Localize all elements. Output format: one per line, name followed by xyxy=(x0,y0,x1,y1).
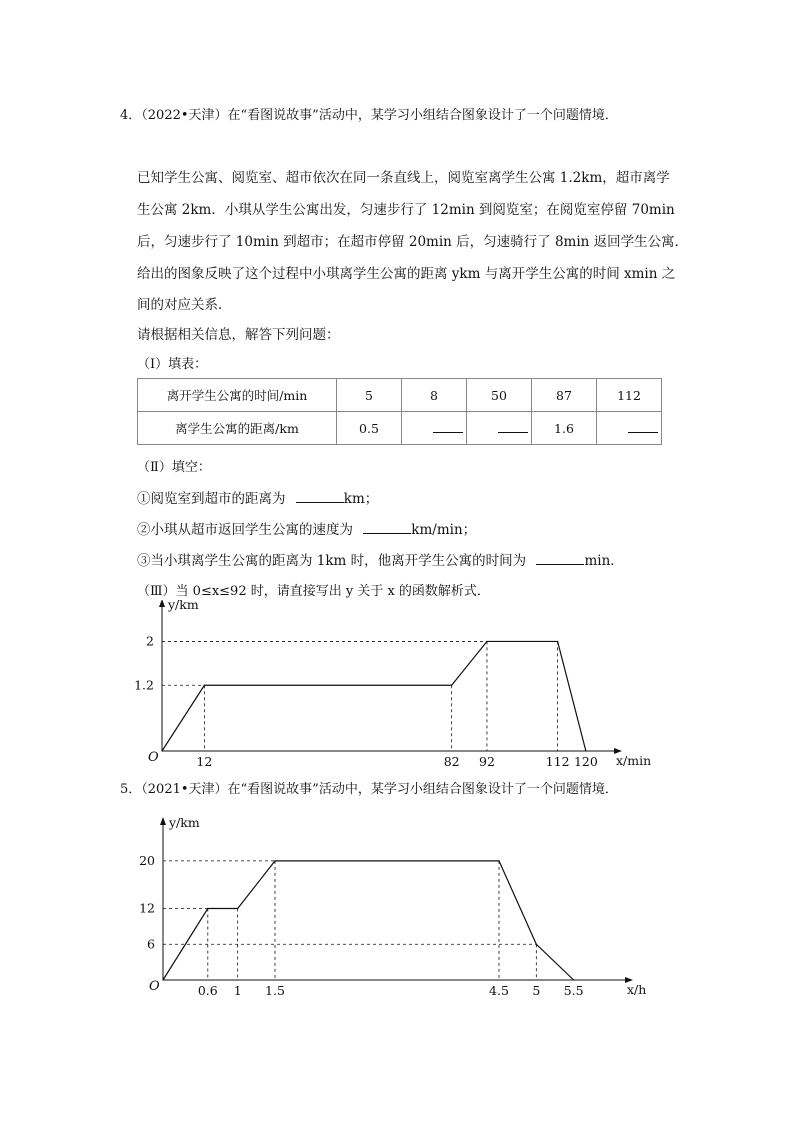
fill-1-unit: km； xyxy=(343,491,379,507)
data-point xyxy=(274,860,275,861)
q4-part2: （Ⅱ）填空： xyxy=(137,460,211,475)
q4-line-1: 已知学生公寓、阅览室、超市依次在同一条直线上，阅览室离学生公寓 1.2km，超市离学 xyxy=(137,170,670,186)
data-point xyxy=(207,908,208,909)
table-blank-cell[interactable] xyxy=(597,412,662,445)
q4-distance-time-graph xyxy=(0,600,700,772)
q4-line-6: 请根据相关信息，解答下列问题： xyxy=(137,327,340,343)
fill-2-unit: km/min； xyxy=(411,522,477,538)
data-point xyxy=(237,908,238,909)
y-axis-label: y/km xyxy=(168,600,199,612)
data-point xyxy=(573,979,574,980)
q4-line-2: 生公寓 2km．小琪从学生公寓出发，匀速步行了 12min 到阅览室；在阅览室停留 70min xyxy=(137,202,675,218)
x-tick-label: 92 xyxy=(479,754,495,769)
q4-fill-2 xyxy=(137,518,476,538)
x-tick-label: 5.5 xyxy=(563,983,584,998)
table-cell: 8 xyxy=(402,379,467,412)
q4-line-5: 间的对应关系． xyxy=(137,297,232,313)
data-point xyxy=(161,750,162,751)
q4-line-3: 后，匀速步行了 10min 到超市；在超市停留 20min 后，匀速骑行了 8min 返回学生公寓． xyxy=(137,234,689,250)
q5-distance-time-graph xyxy=(0,806,700,1006)
q4-line-4: 给出的图象反映了这个过程中小琪离学生公寓的距离 ykm 与离开学生公寓的时间 xmin 之 xyxy=(137,266,676,282)
data-point xyxy=(451,685,452,686)
table-cell: 0.5 xyxy=(337,412,402,445)
data-point xyxy=(557,641,558,642)
fill-1-blank[interactable] xyxy=(296,490,344,503)
q5-header: 5．（2021•天津）在“看图说故事”活动中，某学习小组结合图象设计了一个问题情境． xyxy=(120,782,618,797)
y-tick-label: 20 xyxy=(139,852,155,868)
x-axis-label: x/min xyxy=(616,753,652,768)
x-tick-label: 5 xyxy=(532,983,541,998)
x-tick-label: 0.6 xyxy=(197,983,218,998)
table-head-time: 离开学生公寓的时间/min xyxy=(138,379,337,412)
fill-1-text: ①阅览室到超市的距离为 xyxy=(137,491,286,507)
x-tick-label: 82 xyxy=(443,754,460,769)
fill-2-blank[interactable] xyxy=(363,521,411,534)
origin-label: O xyxy=(149,979,160,994)
q4-fill-1 xyxy=(137,487,378,507)
y-axis-arrow xyxy=(159,600,165,607)
data-point xyxy=(585,750,586,751)
x-tick-label: 12 xyxy=(196,754,213,769)
x-tick-label: 1 xyxy=(233,983,242,998)
q4-part3: （Ⅲ）当 0≤x≤92 时，请直接写出 y 关于 x 的函数解析式． xyxy=(137,584,490,599)
table-row xyxy=(138,412,662,445)
q4-fill-3 xyxy=(137,549,624,569)
y-axis-arrow xyxy=(160,817,166,825)
table-cell: 5 xyxy=(337,379,402,412)
origin-label: O xyxy=(148,750,159,765)
fill-3-text: ③当小琪离学生公寓的距离为 1km 时，他离开学生公寓的时间为 xyxy=(137,553,527,569)
q4-part1: （Ⅰ）填表： xyxy=(137,357,208,372)
fill-3-blank[interactable] xyxy=(536,552,584,565)
series-line xyxy=(162,641,586,751)
q4-table xyxy=(137,378,662,445)
fill-3-unit: min． xyxy=(584,553,624,569)
y-axis-label: y/km xyxy=(169,815,200,830)
data-point xyxy=(536,944,537,945)
x-tick-label: 120 xyxy=(573,754,598,769)
table-cell: 50 xyxy=(467,379,532,412)
table-blank-cell[interactable] xyxy=(467,412,532,445)
table-cell: 1.6 xyxy=(532,412,597,445)
series-line xyxy=(163,861,574,980)
x-tick-label: 1.5 xyxy=(265,983,285,998)
table-head-distance: 离学生公寓的距离/km xyxy=(138,412,337,445)
data-point xyxy=(162,979,163,980)
x-tick-label: 4.5 xyxy=(489,983,509,998)
table-cell: 87 xyxy=(532,379,597,412)
data-point xyxy=(204,685,205,686)
y-tick-label: 1.2 xyxy=(134,677,154,693)
x-tick-label: 112 xyxy=(545,754,570,769)
y-tick-label: 12 xyxy=(139,900,155,916)
x-axis-label: x/h xyxy=(627,982,647,997)
y-tick-label: 6 xyxy=(147,936,155,952)
table-cell: 112 xyxy=(597,379,662,412)
fill-2-text: ②小琪从超市返回学生公寓的速度为 xyxy=(137,522,353,538)
data-point xyxy=(498,860,499,861)
data-point xyxy=(486,641,487,642)
q4-header: 4．（2022•天津）在“看图说故事”活动中，某学习小组结合图象设计了一个问题情境． xyxy=(120,108,618,123)
table-row xyxy=(138,379,662,412)
table-blank-cell[interactable] xyxy=(402,412,467,445)
y-tick-label: 2 xyxy=(146,633,154,649)
